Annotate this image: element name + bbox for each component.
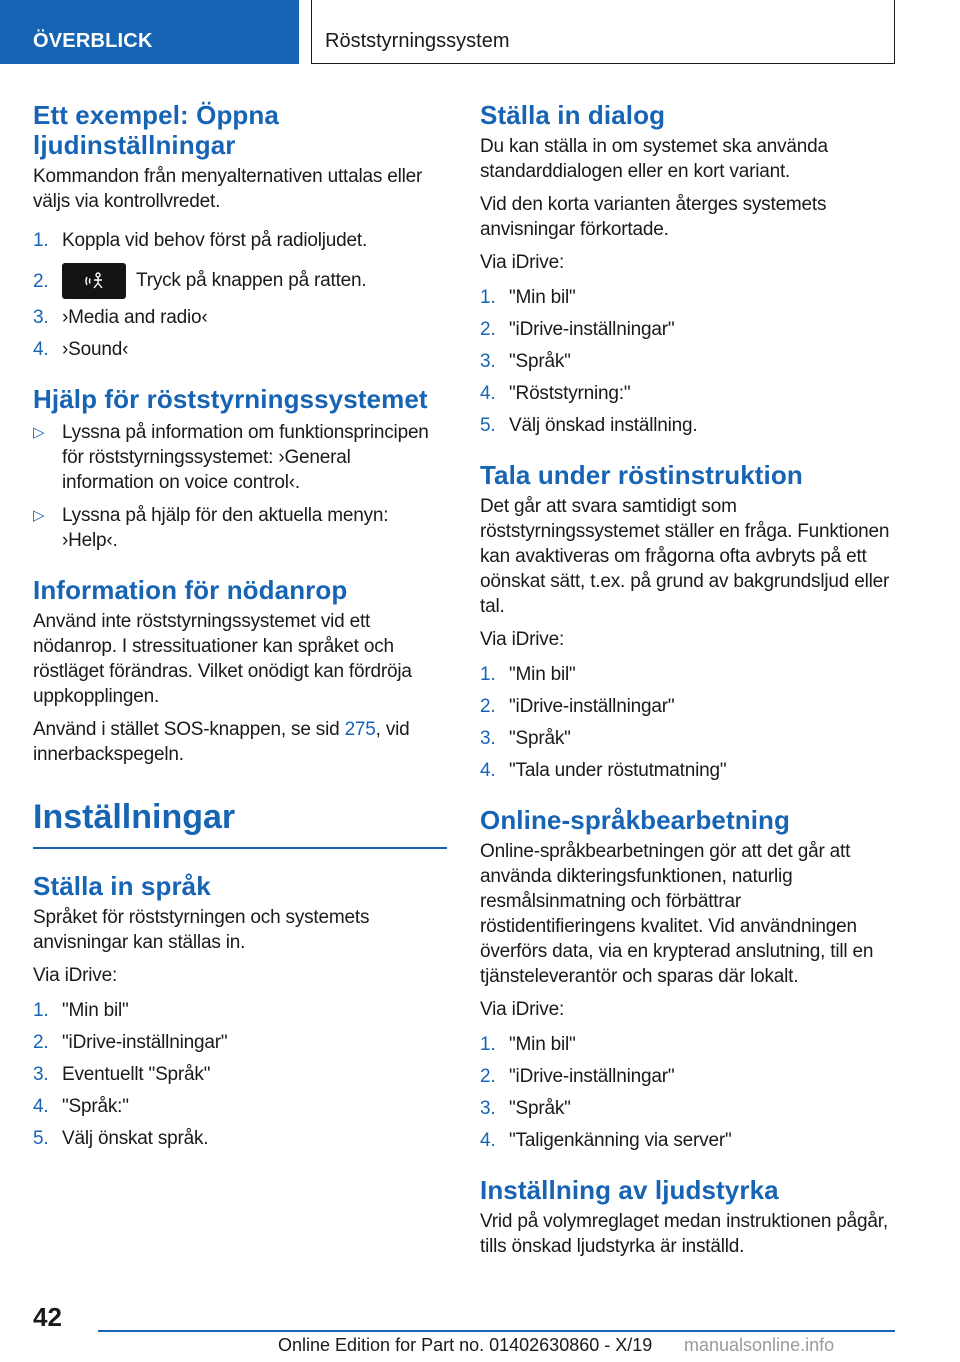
list-item: 3. Eventuellt "Språk" xyxy=(33,1063,211,1085)
dialog-text: Du kan ställa in om systemet ska använda standarddialogen eller en kort variant. xyxy=(480,136,828,182)
example-heading: Ett exempel: Öppna ljudinställningar xyxy=(33,100,279,160)
list-item: 3. "Språk" xyxy=(480,728,571,749)
section-tab xyxy=(0,0,299,64)
page-number: 42 xyxy=(33,1302,62,1332)
settings-heading: Inställningar xyxy=(33,798,236,837)
voice-button-image xyxy=(62,263,126,299)
emergency-text: Använd inte röststyrningssystemet vid ett nödanrop. I stressituationer kan språket och röstläget förändras. Vilket onödigt kan fördröja uppkopplingen. xyxy=(33,611,412,708)
online-heading: Online-språkbearbetning xyxy=(480,805,791,835)
triangle-bullet-icon: ▷ xyxy=(33,424,45,442)
volume-heading: Inställning av ljudstyrka xyxy=(480,1175,779,1205)
section-title: ÖVERBLICK xyxy=(33,30,153,52)
list-item: 1. "Min bil" xyxy=(480,664,576,685)
list-item: 1. Koppla vid behov först på radioljudet. xyxy=(33,230,368,251)
speak-text: Det går att svara samtidigt som röststyrningssystemet ställer en fråga. Funktionen kan avaktiveras om frågorna ofta avbryts på ett oönskat sätt, t.ex. på grund av bakgrundsljud eller tal. xyxy=(480,496,890,617)
list-item: 4. ›Sound‹ xyxy=(33,339,129,361)
speak-via: Via iDrive: xyxy=(480,629,565,650)
language-via: Via iDrive: xyxy=(33,964,118,986)
list-item: 1. "Min bil" xyxy=(480,1034,576,1055)
voice-control-icon xyxy=(84,271,106,291)
page-link[interactable]: 275 xyxy=(344,719,376,741)
right-column xyxy=(480,100,900,1259)
chapter-tab xyxy=(311,0,895,64)
dialog-via: Via iDrive: xyxy=(480,252,565,273)
list-item: 5. Välj önskat språk. xyxy=(33,1127,209,1149)
dialog-short-text: Vid den korta varianten återges systemets anvisningar förkortade. xyxy=(480,194,827,240)
watermark: manualsonline.info xyxy=(684,1335,835,1355)
list-item: 2. "iDrive-inställningar" xyxy=(480,319,675,340)
list-item: 2. "iDrive-inställningar" xyxy=(33,1031,228,1053)
volume-text: Vrid på volymreglaget medan instruktionen pågår, tills önskad ljudstyrka är inställd. xyxy=(480,1211,888,1257)
language-steps xyxy=(33,998,447,1151)
speak-steps xyxy=(480,662,900,783)
example-intro: Kommandon från menyalternativen uttalas eller väljs via kontrollvredet. xyxy=(33,166,423,212)
language-intro: Språket för röststyrningen och systemets anvisningar kan ställas in. xyxy=(33,906,370,953)
dialog-heading: Ställa in dialog xyxy=(480,100,666,130)
emergency-heading: Information för nödanrop xyxy=(33,575,348,606)
list-item: 3. "Språk" xyxy=(480,1098,571,1119)
left-column xyxy=(33,100,447,1151)
online-steps xyxy=(480,1032,900,1153)
list-item: ▷ Lyssna på information om funktionsprincipen för röststyrningssystemet: ›General information on voice control‹. xyxy=(33,422,429,494)
list-item: 2. Tryck på knappen på ratten. xyxy=(33,263,447,299)
help-bullets xyxy=(33,420,447,553)
dialog-steps xyxy=(480,285,900,438)
emergency-sos-text: Använd i stället SOS-knappen, se sid 275, vid innerbackspegeln. xyxy=(33,719,410,766)
language-heading: Ställa in språk xyxy=(33,870,211,901)
section-rule xyxy=(33,847,447,849)
list-item: 2. "iDrive-inställningar" xyxy=(480,1066,675,1087)
list-item: 2. "iDrive-inställningar" xyxy=(480,696,675,717)
list-item: 3. ›Media and radio‹ xyxy=(33,307,208,329)
help-heading: Hjälp för röststyrningssystemet xyxy=(33,384,428,415)
list-item: 4. "Tala under röstutmatning" xyxy=(480,760,727,781)
triangle-bullet-icon: ▷ xyxy=(33,507,45,525)
list-item: 4. "Taligenkänning via server" xyxy=(480,1130,732,1151)
example-steps xyxy=(33,228,447,362)
list-item: 1. "Min bil" xyxy=(480,287,576,308)
chapter-title: Röststyrningssystem xyxy=(325,30,510,52)
list-item: 5. Välj önskad inställning. xyxy=(480,415,698,436)
list-item: 3. "Språk" xyxy=(480,351,571,372)
footer-rule xyxy=(98,1330,895,1332)
edition-note: Online Edition for Part no. 01402630860 - X/19 xyxy=(278,1335,653,1355)
online-via: Via iDrive: xyxy=(480,999,565,1020)
list-item: 4. "Språk:" xyxy=(33,1095,129,1117)
online-text: Online-språkbearbetningen gör att det går att använda dikteringsfunktionen, naturlig resmålsinmatning och förbättrar röstidentifieringens kvalitet. Vid användningen överförs data, via en krypterad anslutning, till en tjänsteleverantör och sparas där lokalt. xyxy=(480,841,874,987)
list-item: 4. "Röststyrning:" xyxy=(480,383,631,404)
list-item: 1. "Min bil" xyxy=(33,999,129,1021)
list-item: ▷ Lyssna på hjälp för den aktuella menyn: ›Help‹. xyxy=(33,505,389,552)
speak-heading: Tala under röstinstruktion xyxy=(480,460,803,490)
